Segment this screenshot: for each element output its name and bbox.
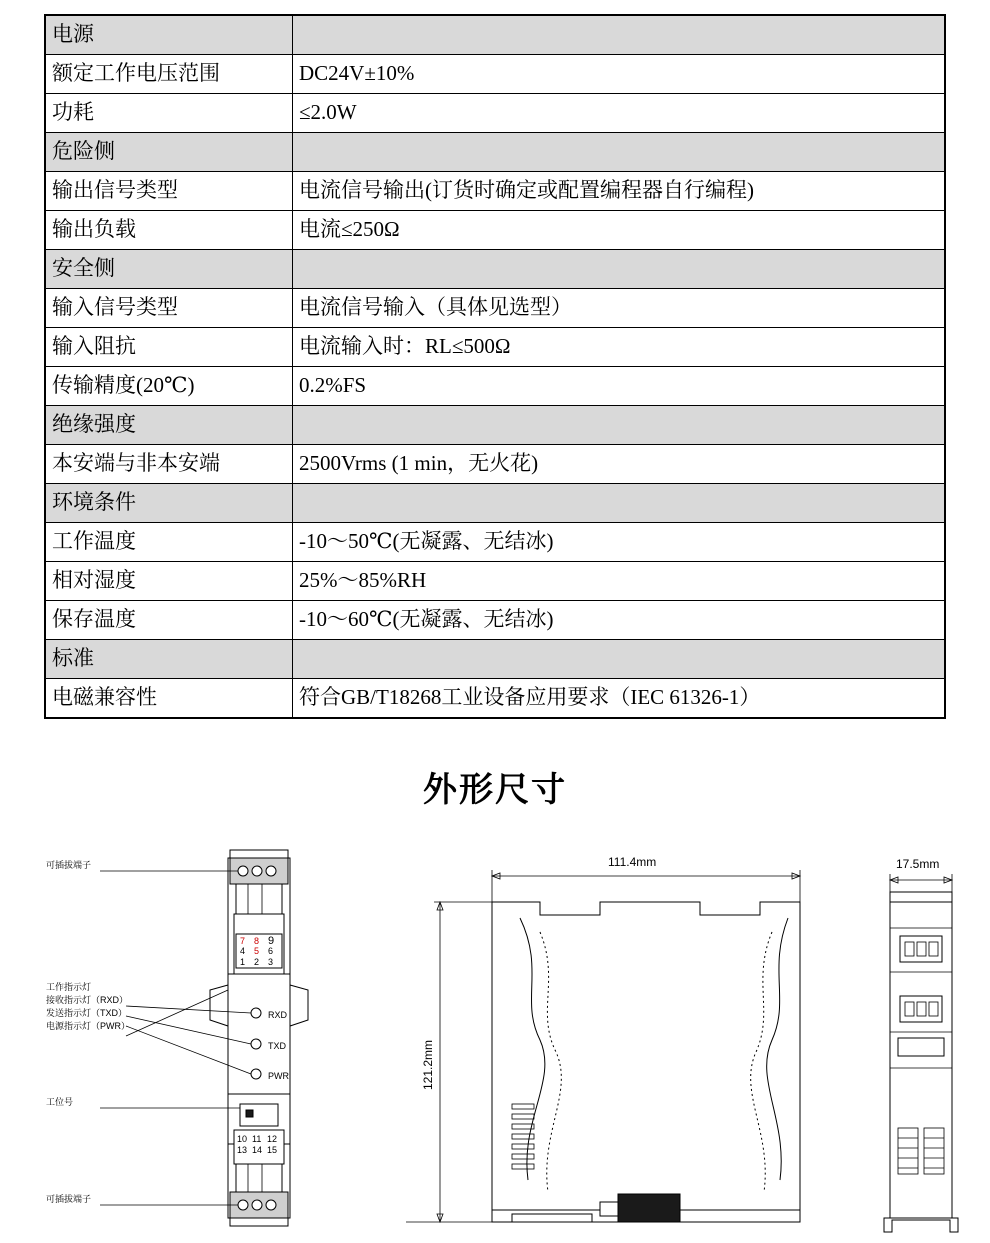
table-row (45, 562, 945, 601)
front-view-callouts (46, 859, 251, 1205)
table-row (45, 367, 945, 406)
terminal-number: 8 (254, 936, 260, 946)
spec-label: 危险侧 (45, 133, 293, 172)
terminal-number: 12 (267, 1134, 278, 1144)
terminal-number: 14 (252, 1145, 263, 1155)
spec-label: 环境条件 (45, 484, 293, 523)
side-view-dimensions (406, 855, 800, 1222)
dimension-drawing (0, 840, 990, 1240)
spec-label: 输入阻抗 (45, 328, 293, 367)
spec-label: 安全侧 (45, 250, 293, 289)
spec-label: 输出负载 (45, 211, 293, 250)
table-row (45, 523, 945, 562)
table-row (45, 55, 945, 94)
spec-value: 符合GB/T18268工业设备应用要求（IEC 61326-1） (293, 679, 946, 719)
callout-rxd-indicator: 接收指示灯（RXD） (46, 995, 129, 1005)
table-row (45, 445, 945, 484)
terminal-number: 7 (240, 936, 246, 946)
spec-value: 电流信号输出(订货时确定或配置编程器自行编程) (293, 172, 946, 211)
table-row (45, 328, 945, 367)
callout-pwr-indicator: 电源指示灯（PWR） (46, 1021, 130, 1031)
spec-value: -10～50℃(无凝露、无结冰) (293, 523, 946, 562)
terminal-number: 2 (254, 957, 260, 967)
table-row (45, 484, 945, 523)
side-view-height-label: 121.2mm (421, 1039, 435, 1090)
spec-value (293, 640, 946, 679)
spec-value: 电流信号输入（具体见选型） (293, 289, 946, 328)
terminal-number: 13 (237, 1145, 248, 1155)
terminal-number: 9 (268, 935, 275, 947)
table-row (45, 289, 945, 328)
spec-label: 绝缘强度 (45, 406, 293, 445)
led-label-rxd: RXD (268, 1010, 288, 1020)
table-row (45, 250, 945, 289)
spec-value (293, 250, 946, 289)
spec-value: -10～60℃(无凝露、无结冰) (293, 601, 946, 640)
terminal-number: 11 (252, 1134, 262, 1144)
spec-label: 输入信号类型 (45, 289, 293, 328)
spec-value: 0.2%FS (293, 367, 946, 406)
spec-value (293, 15, 946, 55)
terminal-number: 6 (268, 946, 274, 956)
spec-value: DC24V±10% (293, 55, 946, 94)
side-view-width-label: 111.4mm (608, 855, 657, 869)
terminal-number: 15 (267, 1145, 278, 1155)
spec-label: 功耗 (45, 94, 293, 133)
spec-label: 相对湿度 (45, 562, 293, 601)
spec-label: 传输精度(20℃) (45, 367, 293, 406)
terminal-number: 4 (240, 946, 246, 956)
callout-txd-indicator: 发送指示灯（TXD） (46, 1008, 128, 1018)
spec-label: 电源 (45, 15, 293, 55)
table-row (45, 172, 945, 211)
table-row (45, 406, 945, 445)
led-label-pwr: PWR (268, 1071, 289, 1081)
end-view-width-label: 17.5mm (896, 857, 940, 871)
spec-label: 保存温度 (45, 601, 293, 640)
spec-value: 2500Vrms (1 min，无火花) (293, 445, 946, 484)
terminal-number: 10 (237, 1134, 248, 1144)
spec-value: 25%～85%RH (293, 562, 946, 601)
end-view-dimensions (890, 857, 952, 892)
spec-value (293, 133, 946, 172)
callout-tag-number: 工位号 (46, 1097, 74, 1107)
spec-label: 本安端与非本安端 (45, 445, 293, 484)
spec-label: 工作温度 (45, 523, 293, 562)
callout-top-terminal: 可插拔端子 (46, 860, 92, 870)
end-view-module (884, 892, 958, 1232)
terminal-number: 3 (268, 957, 274, 967)
spec-label: 输出信号类型 (45, 172, 293, 211)
spec-value: ≤2.0W (293, 94, 946, 133)
spec-value: 电流输入时：RL≤500Ω (293, 328, 946, 367)
spec-value (293, 484, 946, 523)
terminal-number: 5 (254, 946, 260, 956)
spec-label: 额定工作电压范围 (45, 55, 293, 94)
table-row (45, 601, 945, 640)
table-row (45, 679, 945, 719)
spec-value (293, 406, 946, 445)
side-view-module (492, 902, 800, 1222)
front-view-terminal-numbers-bottom (237, 1134, 277, 1155)
table-row (45, 133, 945, 172)
table-row (45, 211, 945, 250)
callout-work-indicator: 工作指示灯 (46, 982, 92, 992)
page-title: 外形尺寸 (423, 771, 567, 809)
led-label-txd: TXD (268, 1041, 286, 1051)
specification-table (44, 14, 946, 719)
spec-value: 电流≤250Ω (293, 211, 946, 250)
spec-label: 电磁兼容性 (45, 679, 293, 719)
specification-table-container (44, 14, 946, 719)
terminal-number: 1 (240, 957, 246, 967)
callout-bottom-terminal: 可插拔端子 (46, 1194, 92, 1204)
specification-table-body (45, 15, 945, 718)
table-row (45, 94, 945, 133)
table-row (45, 15, 945, 55)
spec-label: 标准 (45, 640, 293, 679)
table-row (45, 640, 945, 679)
